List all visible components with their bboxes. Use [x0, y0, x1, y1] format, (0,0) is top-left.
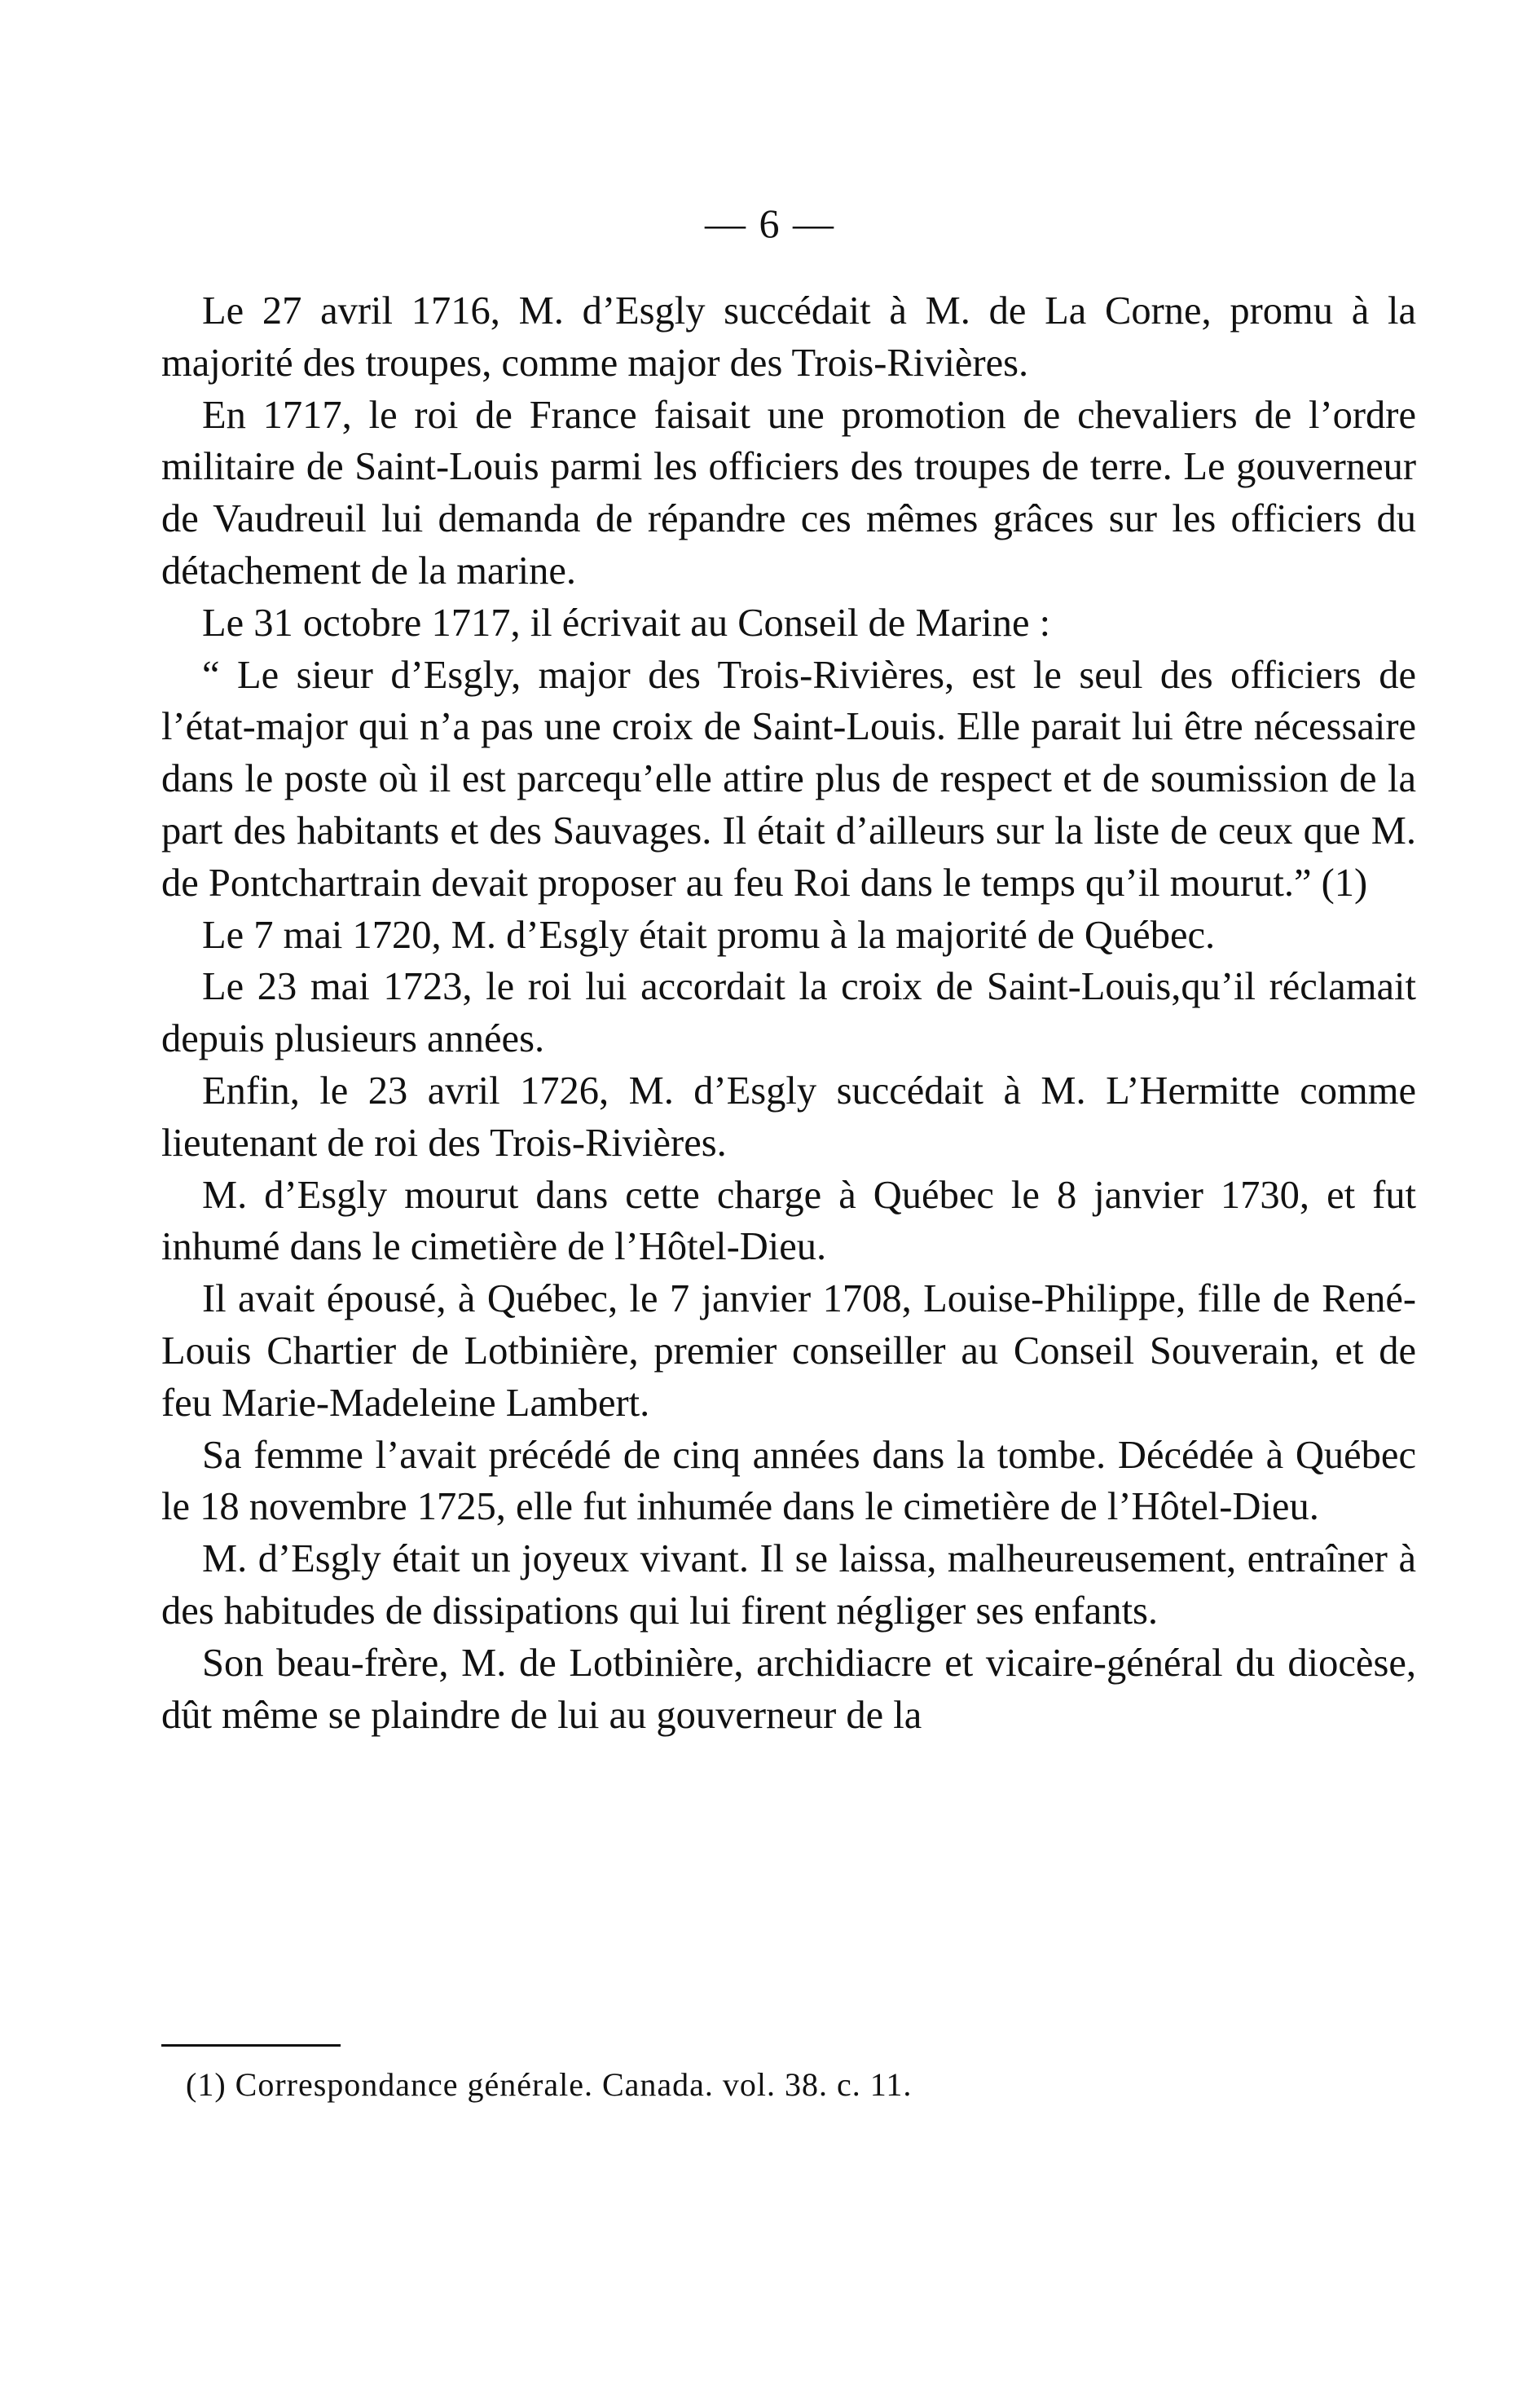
paragraph: Le 31 octobre 1717, il écrivait au Conseil de Marine : — [202, 601, 1051, 645]
paragraph: Le 23 mai 1723, le roi lui accordait la croix de Saint-Louis,qu’il réclamait depuis plusieurs années. — [161, 965, 1416, 1061]
paragraph: Son beau-frère, M. de Lotbinière, archidiacre et vicaire-général du diocèse, dût même se plaindre de lui au gouverneur de la — [161, 1641, 1416, 1737]
footnote-divider — [161, 2044, 341, 2047]
paragraph: M. d’Esgly était un joyeux vivant. Il se laissa, malheureusement, entraîner à des habitudes de dissipations qui lui firent négliger ses enfants. — [161, 1537, 1416, 1633]
paragraph: Le 27 avril 1716, M. d’Esgly succédait à M. de La Corne, promu à la majorité des troupes, comme major des Trois-Rivières. — [161, 289, 1416, 385]
quoted-letter-paragraph: “ Le sieur d’Esgly, major des Trois-Rivières, est le seul des officiers de l’état-major qui n’a pas une croix de Saint-Louis. Elle parait lui être nécessaire dans le poste où il est parcequ’elle attire plus de respect et de soumission de la part des habitants et des Sauvages. Il était d’ailleurs sur la liste de ceux que M. de Pontchartrain devait proposer au feu Roi dans le temps qu’il mourut.” (1) — [161, 653, 1416, 905]
paragraph: Il avait épousé, à Québec, le 7 janvier 1708, Louise-Philippe, fille de René-Louis Chartier de Lotbinière, premier conseiller au Conseil Souverain, et de feu Marie-Madeleine Lambert. — [161, 1277, 1416, 1425]
page-number: — 6 — — [705, 201, 835, 246]
paragraph: Sa femme l’avait précédé de cinq années dans la tombe. Décédée à Québec le 18 novembre 1725, elle fut inhumée dans le cimetière de l’Hôtel-Dieu. — [161, 1433, 1416, 1529]
paragraph: En 1717, le roi de France faisait une promotion de chevaliers de l’ordre militaire de Saint-Louis parmi les officiers des troupes de terre. Le gouverneur de Vaudreuil lui demanda de répandre ces mêmes grâces sur les officiers du détachement de la marine. — [161, 393, 1416, 593]
footnote: (1) Correspondance générale. Canada. vol. 38. c. 11. — [186, 2066, 913, 2103]
paragraph: Le 7 mai 1720, M. d’Esgly était promu à la majorité de Québec. — [202, 913, 1216, 957]
paragraph: Enfin, le 23 avril 1726, M. d’Esgly succédait à M. L’Hermitte comme lieutenant de roi des Trois-Rivières. — [161, 1069, 1416, 1165]
body-text — [161, 285, 1416, 1741]
paragraph: M. d’Esgly mourut dans cette charge à Québec le 8 janvier 1730, et fut inhumé dans le cimetière de l’Hôtel-Dieu. — [161, 1173, 1416, 1269]
